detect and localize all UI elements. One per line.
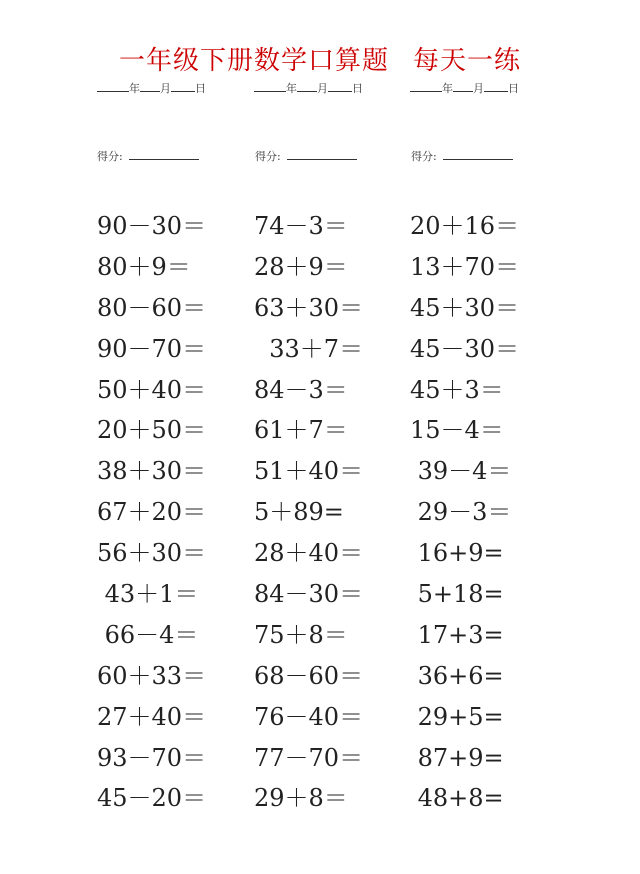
arithmetic-problem: 90－70＝ bbox=[97, 334, 207, 363]
arithmetic-problem: 20＋16＝ bbox=[410, 212, 520, 240]
month-blank[interactable] bbox=[453, 81, 473, 92]
score-label: 得分: bbox=[97, 150, 123, 163]
arithmetic-problem: 74－3＝ bbox=[254, 212, 348, 240]
problem-column-1 bbox=[97, 206, 206, 819]
day-label: 日 bbox=[195, 82, 206, 95]
arithmetic-problem: 39－4＝ bbox=[410, 457, 512, 486]
arithmetic-problem: 29+5= bbox=[410, 702, 504, 731]
year-blank[interactable] bbox=[97, 81, 129, 92]
arithmetic-problem: 93－70＝ bbox=[97, 743, 207, 772]
arithmetic-problem: 28＋40＝ bbox=[254, 539, 364, 568]
arithmetic-problem: 45＋3＝ bbox=[410, 375, 504, 404]
arithmetic-problem: 27＋40＝ bbox=[97, 702, 207, 731]
arithmetic-problem: 16+9= bbox=[410, 539, 504, 568]
title-sub: 每天一练 bbox=[413, 46, 522, 76]
date-field bbox=[410, 80, 519, 96]
arithmetic-problem: 28＋9＝ bbox=[254, 252, 348, 281]
arithmetic-problem: 20＋50＝ bbox=[97, 416, 207, 445]
year-label: 年 bbox=[286, 82, 297, 95]
arithmetic-problem: 77－70＝ bbox=[254, 743, 364, 772]
arithmetic-problem: 29＋8＝ bbox=[254, 784, 348, 813]
month-blank[interactable] bbox=[297, 81, 317, 92]
score-blank[interactable] bbox=[443, 149, 513, 160]
arithmetic-problem: 29－3＝ bbox=[410, 498, 512, 527]
arithmetic-problem: 90－30＝ bbox=[97, 212, 207, 240]
month-label: 月 bbox=[317, 82, 328, 95]
arithmetic-problem: 61＋7＝ bbox=[254, 416, 348, 445]
day-blank[interactable] bbox=[484, 81, 508, 92]
arithmetic-problem: 50＋40＝ bbox=[97, 375, 207, 404]
arithmetic-problem: 66－4＝ bbox=[97, 620, 199, 649]
arithmetic-problem: 45－20＝ bbox=[97, 784, 207, 813]
arithmetic-problem: 45＋30＝ bbox=[410, 293, 520, 322]
arithmetic-problem: 33＋7＝ bbox=[254, 334, 364, 363]
day-blank[interactable] bbox=[328, 81, 352, 92]
score-label: 得分: bbox=[255, 150, 281, 163]
month-blank[interactable] bbox=[140, 81, 160, 92]
arithmetic-problem: 80＋9＝ bbox=[97, 252, 191, 281]
arithmetic-problem: 15－4＝ bbox=[410, 416, 504, 445]
arithmetic-problem: 63＋30＝ bbox=[254, 293, 364, 322]
arithmetic-problem: 38＋30＝ bbox=[97, 457, 207, 486]
month-label: 月 bbox=[160, 82, 171, 95]
arithmetic-problem: 48+8= bbox=[410, 784, 504, 813]
score-label: 得分: bbox=[411, 150, 437, 163]
arithmetic-problem: 43＋1＝ bbox=[97, 580, 199, 609]
score-field bbox=[97, 148, 199, 164]
worksheet-title bbox=[0, 44, 640, 78]
year-blank[interactable] bbox=[410, 81, 442, 92]
arithmetic-problem: 36+6= bbox=[410, 661, 504, 690]
problem-column-2 bbox=[254, 206, 363, 819]
arithmetic-problem: 5＋89= bbox=[254, 498, 344, 527]
arithmetic-problem: 51＋40＝ bbox=[254, 457, 364, 486]
arithmetic-problem: 67＋20＝ bbox=[97, 498, 207, 527]
arithmetic-problem: 75＋8＝ bbox=[254, 620, 348, 649]
arithmetic-problem: 68－60＝ bbox=[254, 661, 364, 690]
score-blank[interactable] bbox=[129, 149, 199, 160]
arithmetic-problem: 5+18= bbox=[410, 580, 504, 609]
problem-column-3 bbox=[410, 206, 519, 819]
day-blank[interactable] bbox=[171, 81, 195, 92]
date-field bbox=[97, 80, 206, 96]
arithmetic-problem: 13＋70＝ bbox=[410, 252, 520, 281]
day-label: 日 bbox=[352, 82, 363, 95]
arithmetic-problem: 56＋30＝ bbox=[97, 539, 207, 568]
arithmetic-problem: 60＋33＝ bbox=[97, 661, 207, 690]
date-field bbox=[254, 80, 363, 96]
day-label: 日 bbox=[508, 82, 519, 95]
arithmetic-problem: 84－30＝ bbox=[254, 580, 364, 609]
month-label: 月 bbox=[473, 82, 484, 95]
score-field bbox=[255, 148, 357, 164]
score-field bbox=[411, 148, 513, 164]
arithmetic-problem: 17+3= bbox=[410, 620, 504, 649]
arithmetic-problem: 45－30＝ bbox=[410, 334, 520, 363]
arithmetic-problem: 76－40＝ bbox=[254, 702, 364, 731]
year-label: 年 bbox=[442, 82, 453, 95]
arithmetic-problem: 80－60＝ bbox=[97, 293, 207, 322]
title-main: 一年级下册数学口算题 bbox=[118, 46, 389, 76]
year-label: 年 bbox=[129, 82, 140, 95]
arithmetic-problem: 84－3＝ bbox=[254, 375, 348, 404]
score-blank[interactable] bbox=[287, 149, 357, 160]
year-blank[interactable] bbox=[254, 81, 286, 92]
arithmetic-problem: 87+9= bbox=[410, 743, 504, 772]
